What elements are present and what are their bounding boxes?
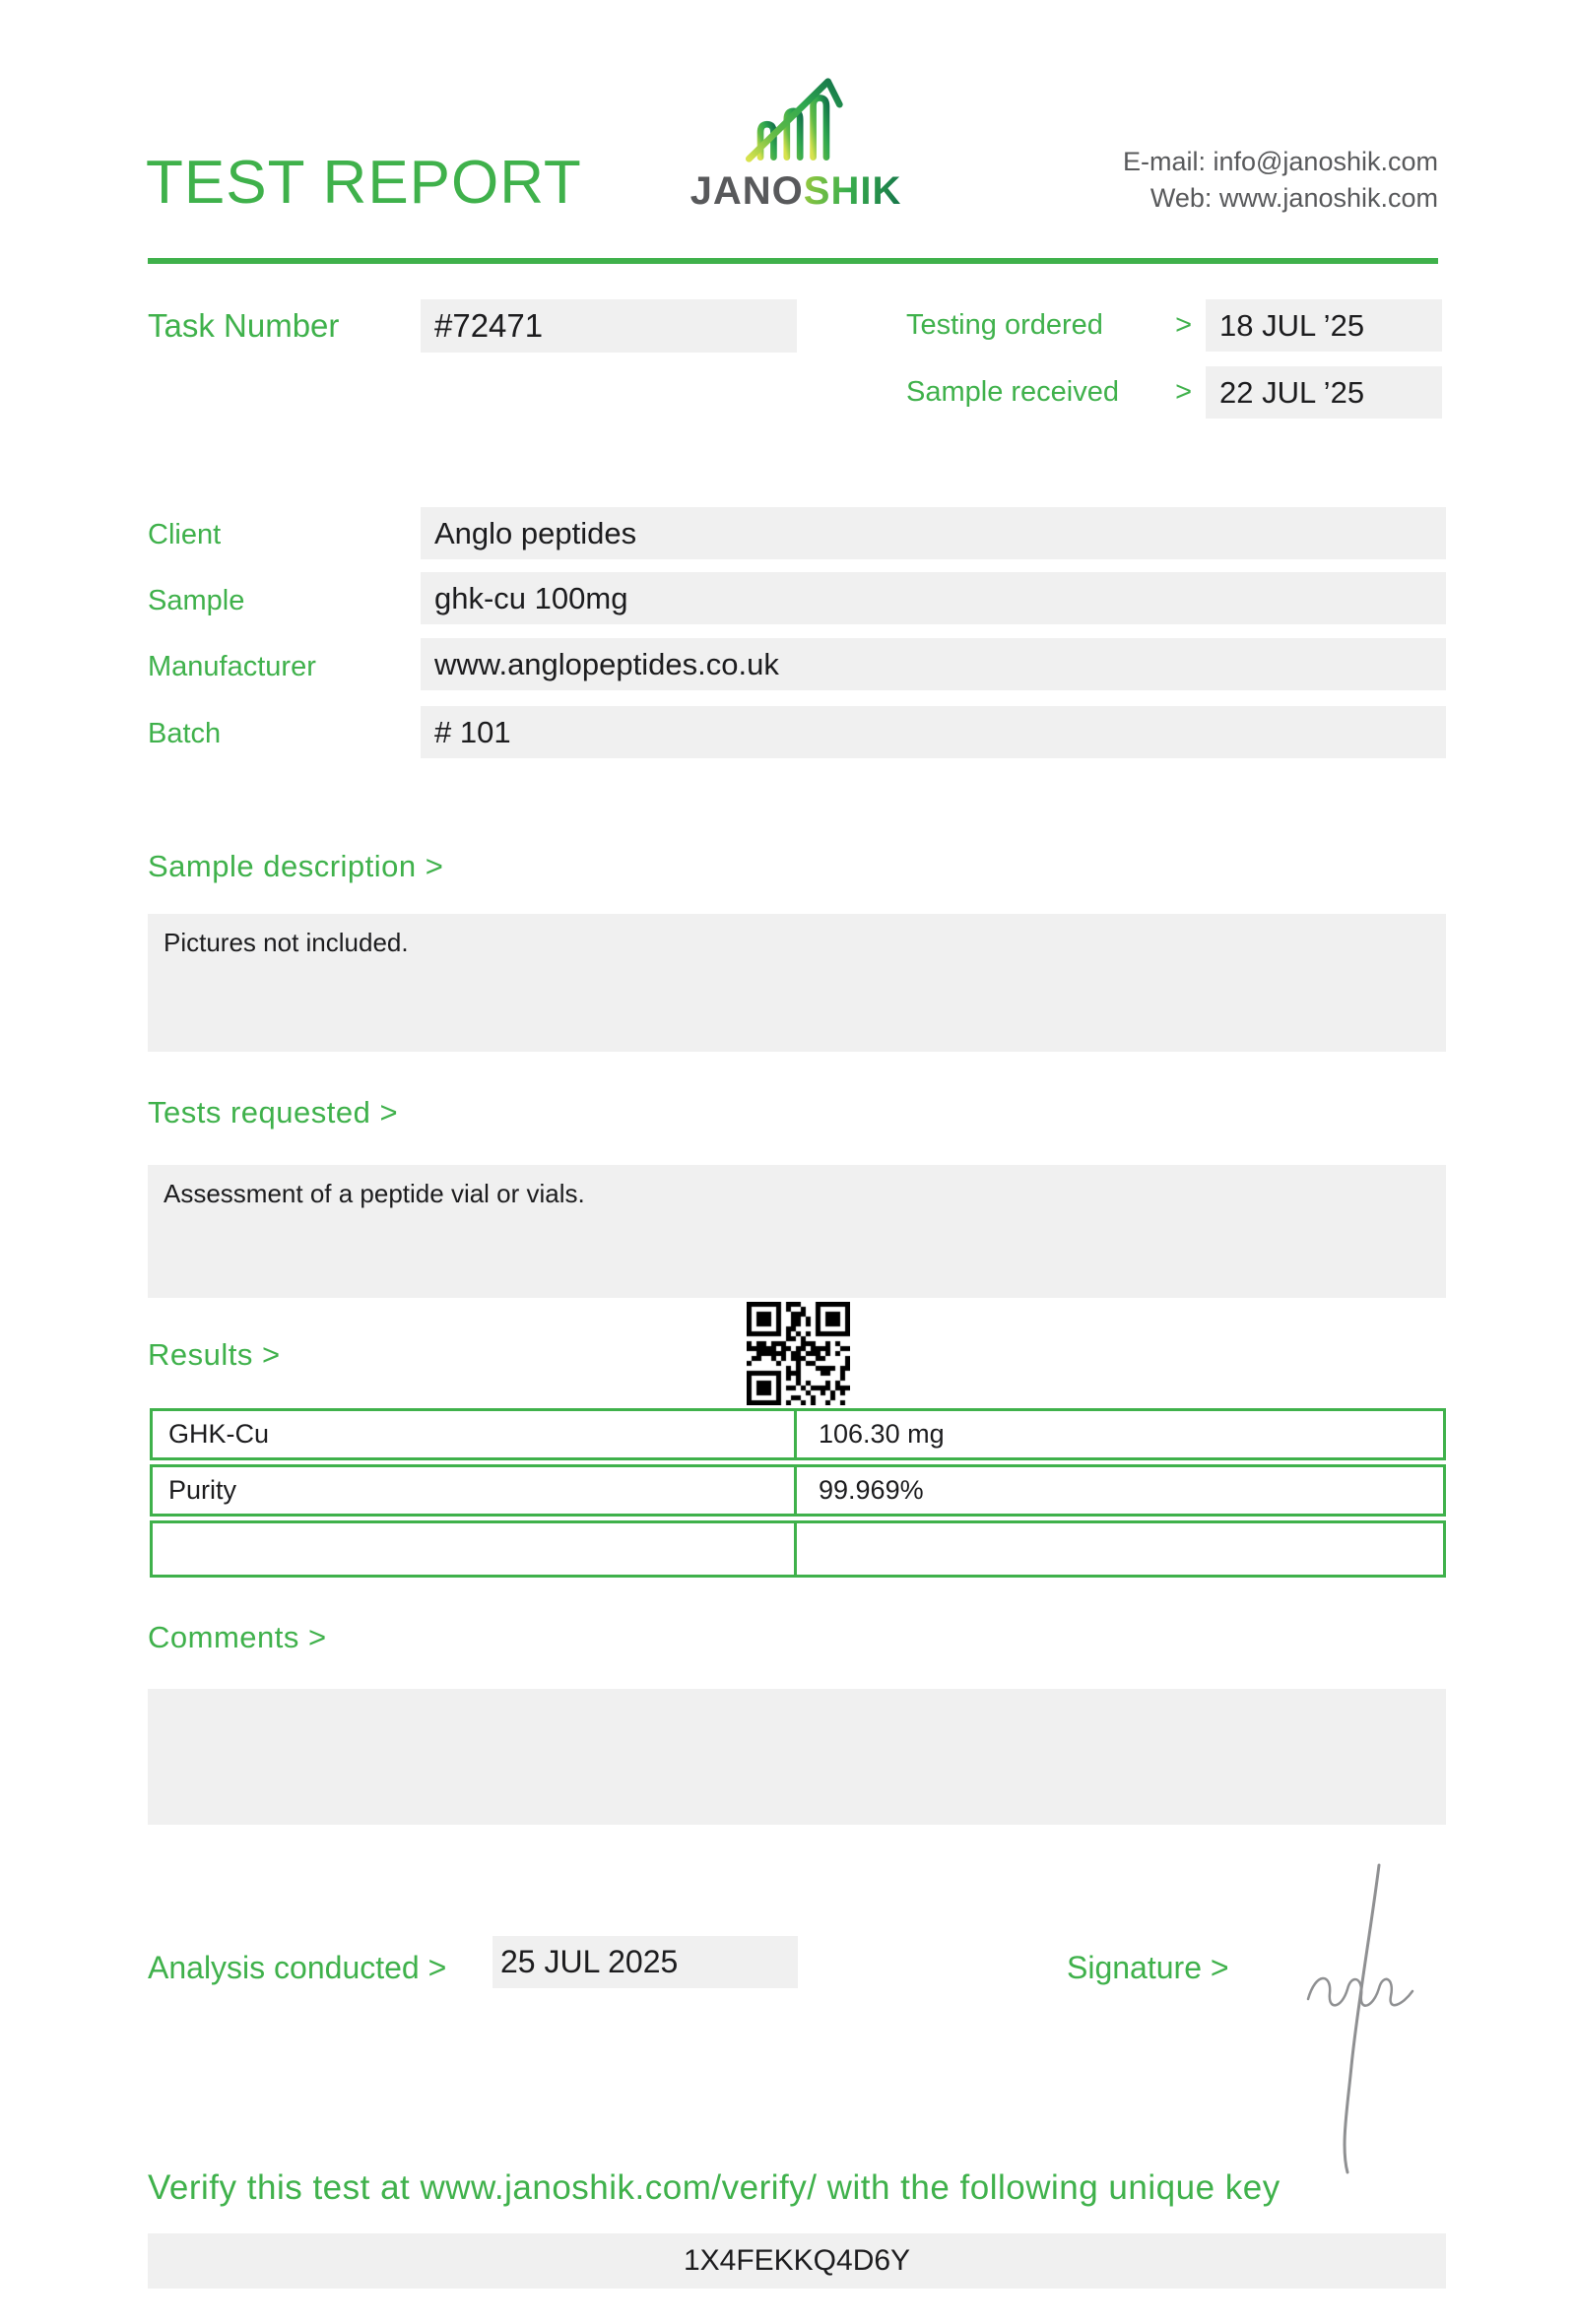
contact-email: E-mail: info@janoshik.com [1122,147,1438,176]
sample-description-content: Pictures not included. [164,928,409,957]
client-label: Client [148,519,222,550]
page-title: TEST REPORT [146,149,582,217]
tests-requested-content: Assessment of a peptide vial or vials. [164,1179,585,1208]
testing-ordered-text: Testing ordered [906,309,1103,341]
sample-received-arrow: > [1175,376,1192,408]
unique-key: 1X4FEKKQ4D6Y [148,2233,1446,2289]
qr-code [747,1302,850,1405]
logo-shik: SHIK [803,169,902,213]
contact-block [1123,144,1438,217]
manufacturer-label: Manufacturer [148,651,316,682]
batch-label: Batch [148,718,222,749]
sample-received-label [906,376,1192,409]
comments-box [148,1689,1446,1825]
batch-value: # 101 [421,706,1446,758]
result-value-cell: 106.30 mg [819,1419,945,1449]
header-divider [148,258,1438,264]
verify-instruction: Verify this test at www.janoshik.com/verify/ with the following unique key [148,2168,1280,2207]
sample-description-box [148,914,1446,1052]
manufacturer-value: www.anglopeptides.co.uk [421,638,1446,690]
tests-requested-heading: Tests requested > [148,1095,399,1130]
logo-jano: JANO [690,169,804,213]
result-name-cell: Purity [153,1467,797,1514]
result-value-cell: 99.969% [819,1475,924,1505]
handwritten-signature [1280,1849,1438,2184]
comments-heading: Comments > [148,1620,327,1654]
logo [648,75,944,214]
table-row [150,1408,1446,1460]
client-value: Anglo peptides [421,507,1446,559]
signature-label: Signature > [1067,1950,1229,1985]
sample-description-heading: Sample description > [148,849,444,883]
sample-received-value: 22 JUL ’25 [1206,366,1442,419]
analysis-conducted-value: 25 JUL 2025 [492,1936,798,1988]
table-row [150,1520,1446,1578]
growth-chart-arrow-icon [742,75,850,165]
testing-ordered-value: 18 JUL ’25 [1206,299,1442,352]
results-heading: Results > [148,1337,281,1372]
task-number-label: Task Number [148,307,340,344]
testing-ordered-label [906,309,1192,342]
results-table [150,1408,1446,1582]
sample-label: Sample [148,585,245,616]
analysis-conducted-label: Analysis conducted > [148,1950,447,1985]
testing-ordered-arrow: > [1175,309,1192,341]
result-name-cell: GHK-Cu [153,1411,797,1457]
logo-text [648,169,944,214]
sample-received-text: Sample received [906,376,1119,408]
table-row [150,1464,1446,1517]
task-number-value: #72471 [421,299,797,353]
result-value-cell [797,1523,1443,1575]
contact-web: Web: www.janoshik.com [1149,183,1438,213]
sample-value: ghk-cu 100mg [421,572,1446,624]
result-name-cell [153,1523,797,1575]
tests-requested-box [148,1165,1446,1298]
